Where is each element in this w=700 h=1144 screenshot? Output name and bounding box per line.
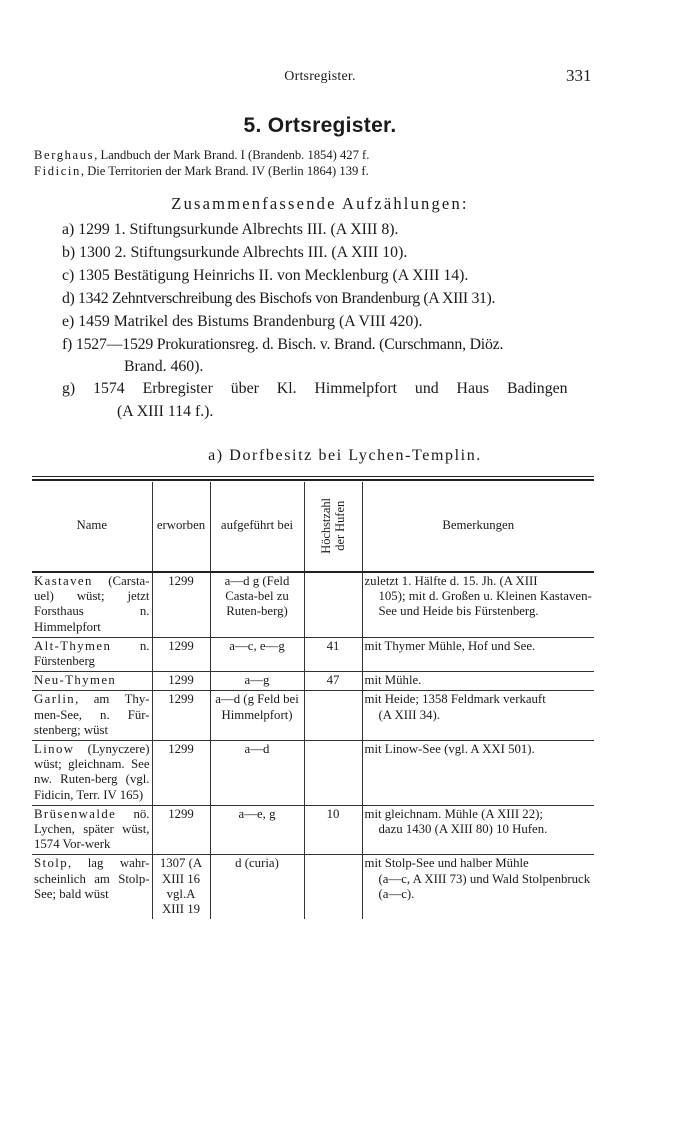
place-name: Kastaven: [34, 574, 93, 588]
cell-name: [32, 691, 152, 741]
cell-bemerkungen: [362, 741, 594, 806]
source-item-e: e) 1459 Matrikel des Bistums Brandenburg (A VIII 420).: [62, 313, 423, 330]
col-header-hoechstzahl-text: Höchstzahl der Hufen: [319, 498, 347, 554]
cell-name: [32, 572, 152, 637]
place-description: , lag wahr-scheinlich am Stolp-See; bald wüst: [34, 856, 150, 901]
place-description: nö. Lychen, später wüst, 1574 Vor-werk: [34, 806, 150, 852]
village-table: [32, 482, 594, 919]
table-row: [32, 572, 594, 637]
remark-first-line: mit Heide; 1358 Feldmark verkauft: [364, 692, 546, 707]
col-header-hoechstzahl: [304, 482, 362, 572]
place-name: Alt-Thymen: [34, 638, 112, 653]
cell-erworben: 1299: [152, 572, 210, 637]
cell-hufen: [304, 855, 362, 919]
place-name: Neu-Thymen: [34, 673, 117, 688]
cell-erworben: 1299: [152, 691, 210, 741]
table-caption: a) Dorfbesitz bei Lychen-Templin.: [208, 447, 482, 464]
place-description: (Lynyczere) wüst; gleichnam. See nw. Ruten-berg (vgl. Fidicin, Terr. IV 165): [34, 742, 150, 802]
col-header-bemerkungen: Bemerkungen: [362, 482, 594, 572]
cell-name: [32, 672, 152, 691]
table-row: [32, 855, 594, 919]
cell-name: [32, 805, 152, 855]
source-item-g: [62, 380, 568, 398]
remark-first-line: mit gleichnam. Mühle (A XIII 22);: [364, 806, 543, 821]
remark-first-line: zuletzt 1. Hälfte d. 15. Jh. (A XIII: [364, 574, 538, 588]
table-row: [32, 672, 594, 691]
source-item-b: b) 1300 2. Stiftungsurkunde Albrechts III. (A XIII 10).: [62, 244, 408, 261]
cell-bemerkungen: [362, 572, 594, 637]
reference-fidicin: [34, 164, 369, 179]
cell-bemerkungen: [362, 691, 594, 741]
source-item-g-text: g) 1574 Erbregister über Kl. Himmelpfort und Haus Badingen: [62, 380, 568, 397]
col-header-erworben: erworben: [152, 482, 210, 572]
cell-hufen: [304, 691, 362, 741]
place-name: Garlin: [34, 692, 76, 707]
cell-name: [32, 855, 152, 919]
table-top-rule-thick: [32, 479, 594, 481]
table-header-row: [32, 482, 594, 572]
remark-first-line: mit Thymer Mühle, Hof und See.: [364, 638, 536, 653]
summary-heading: Zusammenfassende Aufzählungen:: [171, 194, 469, 213]
remark-continuation: 105); mit d. Großen u. Kleinen Kastaven-See und Heide bis Fürstenberg.: [378, 589, 592, 619]
remark-first-line: mit Stolp-See und halber Mühle: [364, 856, 529, 871]
cell-aufgefuehrt: a—c, e—g: [210, 637, 304, 671]
cell-aufgefuehrt: a—e, g: [210, 805, 304, 855]
source-item-a: a) 1299 1. Stiftungsurkunde Albrechts III. (A XIII 8).: [62, 221, 399, 238]
col-header-aufgefuehrt: aufgeführt bei: [210, 482, 304, 572]
cell-aufgefuehrt: a—d: [210, 741, 304, 806]
place-description: (Carsta-uel) wüst; jetzt Forsthaus n. Himmelpfort: [34, 574, 150, 634]
cell-name: [32, 741, 152, 806]
remark-first-line: mit Mühle.: [364, 673, 422, 688]
reference-text: , Die Territorien der Mark Brand. IV (Berlin 1864) 139 f.: [80, 164, 369, 178]
cell-erworben: 1299: [152, 741, 210, 806]
cell-erworben: 1299: [152, 805, 210, 855]
cell-bemerkungen: [362, 637, 594, 671]
cell-erworben: 1299: [152, 672, 210, 691]
cell-aufgefuehrt: a—d g (Feld Casta-bel zu Ruten-berg): [210, 572, 304, 637]
remark-continuation: dazu 1430 (A XIII 80) 10 Hufen.: [378, 822, 548, 837]
cell-aufgefuehrt: a—g: [210, 672, 304, 691]
place-name: Linow: [34, 742, 75, 757]
cell-bemerkungen: [362, 855, 594, 919]
reference-author: Fidicin: [34, 164, 81, 178]
col-header-name: Name: [32, 482, 152, 572]
source-item-f-continuation: Brand. 460).: [124, 358, 204, 375]
source-item-f: f) 1527—1529 Prokurationsreg. d. Bisch. v. Brand. (Curschmann, Diöz.: [62, 336, 504, 353]
place-name: Stolp: [34, 856, 69, 871]
cell-erworben: 1299: [152, 637, 210, 671]
cell-bemerkungen: [362, 805, 594, 855]
cell-hufen: 41: [304, 637, 362, 671]
table-row: [32, 805, 594, 855]
remark-first-line: mit Linow-See (vgl. A XXI 501).: [364, 742, 535, 757]
cell-hufen: [304, 572, 362, 637]
page-number: 331: [566, 66, 592, 85]
cell-bemerkungen: [362, 672, 594, 691]
cell-hufen: 10: [304, 805, 362, 855]
cell-hufen: 47: [304, 672, 362, 691]
cell-aufgefuehrt: a—d (g Feld bei Himmelpfort): [210, 691, 304, 741]
reference-berghaus: [34, 148, 369, 163]
source-item-g-continuation: (A XIII 114 f.).: [117, 403, 214, 420]
table-row: [32, 637, 594, 671]
running-head: Ortsregister.: [284, 69, 356, 84]
remark-continuation: (a—c, A XIII 73) und Wald Stolpenbruck (a—c).: [378, 871, 591, 901]
place-description: n. Fürstenberg: [34, 638, 150, 669]
reference-text: , Landbuch der Mark Brand. I (Brandenb. 1854) 427 f.: [94, 148, 370, 162]
cell-hufen: [304, 741, 362, 806]
cell-erworben: 1307 (A XIII 16 vgl.A XIII 19: [152, 855, 210, 919]
place-name: Brüsenwalde: [34, 806, 117, 821]
source-item-c: c) 1305 Bestätigung Heinrichs II. von Mecklenburg (A XIII 14).: [62, 267, 469, 284]
table-row: [32, 691, 594, 741]
reference-author: Berghaus: [34, 148, 95, 162]
section-title: 5. Ortsregister.: [243, 114, 397, 137]
source-item-d: d) 1342 Zehntverschreibung des Bischofs von Brandenburg (A XIII 31).: [62, 290, 496, 307]
cell-aufgefuehrt: d (curia): [210, 855, 304, 919]
cell-name: [32, 637, 152, 671]
table-row: [32, 741, 594, 806]
remark-continuation: (A XIII 34).: [378, 707, 440, 722]
place-description: , am Thy-men-See, n. Für-stenberg; wüst: [34, 692, 150, 737]
table-top-rule: [32, 476, 594, 477]
